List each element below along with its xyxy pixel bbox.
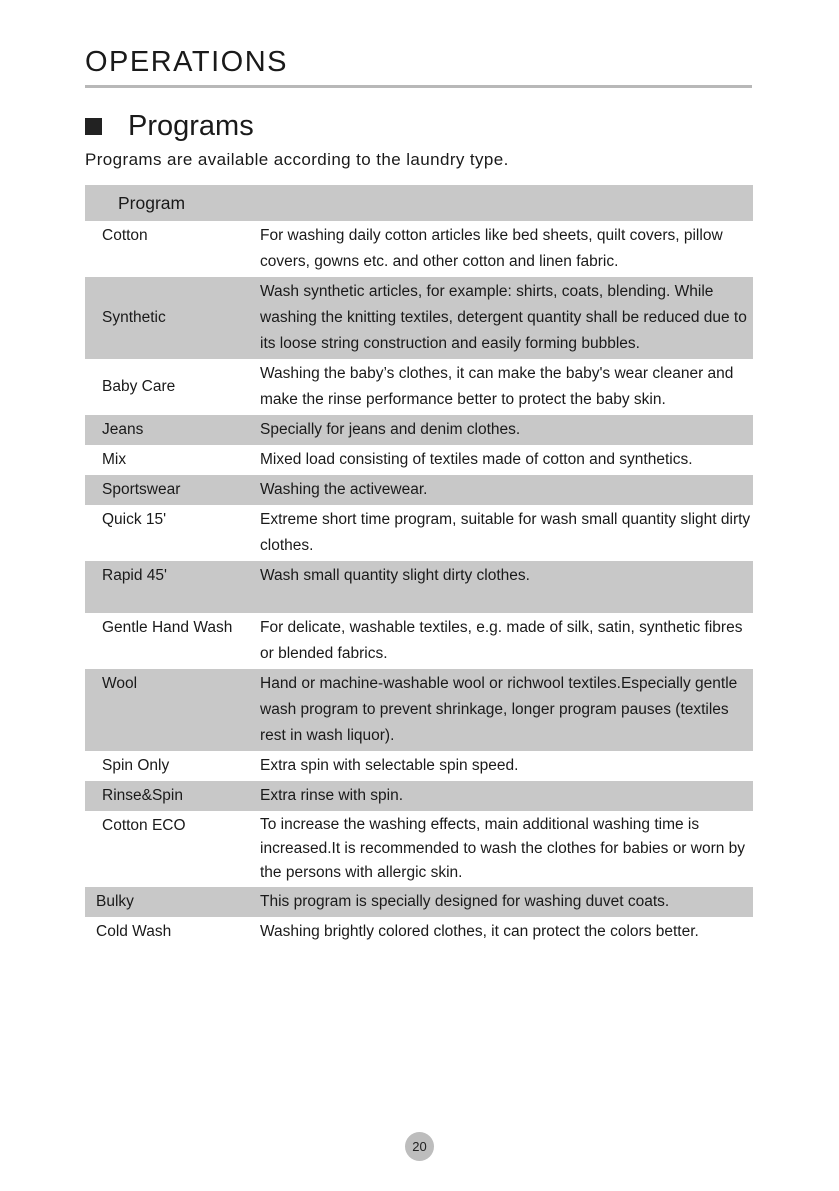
program-description: To increase the washing effects, main additional washing time is increased.It is recommended to wash the clothes for babies or worn by the persons with allergic skin. bbox=[260, 816, 746, 881]
program-name: Rinse&Spin bbox=[85, 781, 255, 811]
program-description: Extra rinse with spin. bbox=[255, 781, 753, 811]
table-row bbox=[85, 811, 753, 887]
title-divider bbox=[85, 85, 752, 88]
table-row bbox=[85, 751, 753, 781]
table-row bbox=[85, 415, 753, 445]
table-row bbox=[85, 445, 753, 475]
table-row bbox=[85, 277, 753, 359]
program-name: Cotton bbox=[102, 227, 148, 244]
program-name: Synthetic bbox=[85, 277, 255, 359]
program-description: For washing daily cotton articles like bed sheets, quilt covers, pillow covers, gowns etc. and other cotton and linen fabric. bbox=[260, 227, 723, 270]
table-row bbox=[85, 781, 753, 811]
table-row bbox=[85, 917, 753, 947]
program-name: Wool bbox=[85, 669, 255, 751]
program-name: Spin Only bbox=[102, 757, 170, 774]
program-description: Washing brightly colored clothes, it can protect the colors better. bbox=[260, 923, 699, 940]
table-row bbox=[85, 561, 753, 613]
program-description: Hand or machine-washable wool or richwool textiles.Especially gentle wash program to prevent shrinkage, longer program pauses (textiles rest in wash liquor). bbox=[255, 669, 753, 751]
page-title: Programs bbox=[128, 110, 254, 142]
program-description: This program is specially designed for washing duvet coats. bbox=[255, 887, 753, 917]
program-name: Rapid 45' bbox=[85, 561, 255, 613]
program-name: Mix bbox=[102, 451, 127, 468]
program-description: Wash small quantity slight dirty clothes. bbox=[255, 561, 753, 613]
table-row bbox=[85, 669, 753, 751]
program-name: Quick 15' bbox=[102, 511, 167, 528]
square-bullet-icon bbox=[85, 118, 102, 135]
table-row bbox=[85, 505, 753, 561]
program-description: Mixed load consisting of textiles made of cotton and synthetics. bbox=[260, 451, 693, 468]
program-name: Cold Wash bbox=[96, 923, 172, 940]
program-name: Bulky bbox=[85, 887, 255, 917]
program-description: For delicate, washable textiles, e.g. made of silk, satin, synthetic fibres or blended fabrics. bbox=[260, 619, 743, 662]
program-description: Extreme short time program, suitable for wash small quantity slight dirty clothes. bbox=[260, 511, 751, 554]
table-header-row bbox=[85, 185, 753, 221]
intro-text: Programs are available according to the laundry type. bbox=[85, 150, 509, 169]
program-description: Washing the baby’s clothes, it can make the baby's wear cleaner and make the rinse performance better to protect the baby skin. bbox=[260, 365, 734, 408]
table-row bbox=[85, 887, 753, 917]
page-number: 20 bbox=[405, 1132, 434, 1161]
program-description: Wash synthetic articles, for example: shirts, coats, blending. While washing the knitting textiles, detergent quantity shall be reduced due to its loose string construction and easily forming bubbles. bbox=[255, 277, 753, 359]
programs-heading bbox=[85, 110, 254, 143]
program-description: Specially for jeans and denim clothes. bbox=[255, 415, 753, 445]
program-name: Jeans bbox=[85, 415, 255, 445]
table-row bbox=[85, 613, 753, 669]
program-name: Gentle Hand Wash bbox=[102, 619, 233, 636]
program-name: Sportswear bbox=[85, 475, 255, 505]
programs-table bbox=[85, 185, 753, 947]
program-column-header: Program bbox=[85, 185, 753, 221]
program-description: Washing the activewear. bbox=[255, 475, 753, 505]
table-row bbox=[85, 475, 753, 505]
table-row bbox=[85, 221, 753, 277]
table-row bbox=[85, 359, 753, 415]
program-name: Cotton ECO bbox=[102, 817, 186, 834]
program-description: Extra spin with selectable spin speed. bbox=[260, 757, 519, 774]
program-name: Baby Care bbox=[102, 378, 176, 395]
section-title: OPERATIONS bbox=[85, 46, 288, 78]
